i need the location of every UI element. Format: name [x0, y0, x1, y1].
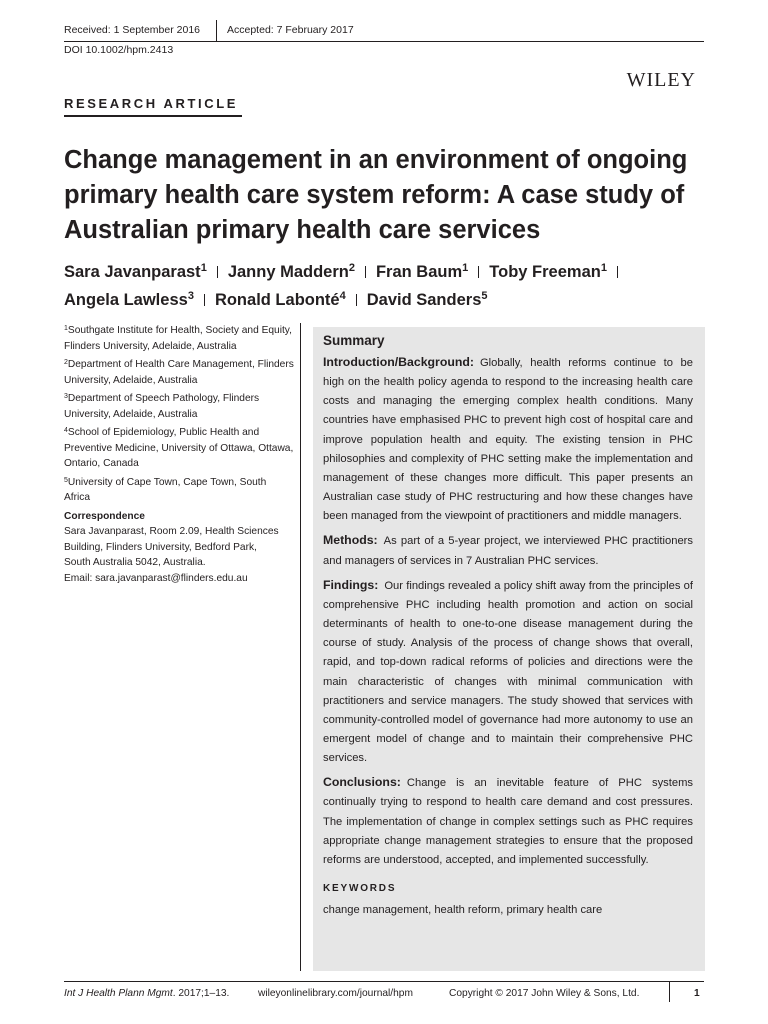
article-type: RESEARCH ARTICLE: [64, 96, 239, 111]
affiliation-text: School of Epidemiology, Public Health and Preventive Medicine, University of Ottawa, Ottawa, Ontario, Canada: [64, 427, 294, 469]
author-separator: [365, 266, 366, 278]
author-separator: [478, 266, 479, 278]
footer-divider: [669, 982, 670, 1002]
author-affiliation-mark: 1: [200, 262, 207, 274]
correspondence-email[interactable]: Email: sara.javanparast@flinders.edu.au: [64, 572, 248, 584]
affiliation: [64, 323, 294, 354]
affiliations-column: [64, 323, 294, 586]
footer-citation: [64, 988, 229, 999]
affiliation: [64, 357, 294, 388]
summary-conclusions: [323, 773, 693, 870]
correspondence-line: South Australia 5042, Australia.: [64, 557, 206, 568]
author[interactable]: [367, 291, 488, 309]
affiliation: [64, 391, 294, 422]
affiliation-text: Southgate Institute for Health, Society and Equity, Flinders University, Adelaide, Australia: [64, 325, 292, 352]
author-name: Angela Lawless: [64, 291, 188, 309]
title-line: primary health care system reform: A case study of: [64, 181, 685, 209]
summary-box: [313, 327, 705, 971]
author-affiliation-mark: 1: [600, 262, 607, 274]
author-name: Janny Maddern: [227, 263, 349, 281]
doi[interactable]: DOI 10.1002/hpm.2413: [64, 44, 174, 56]
affiliation-number: 4: [64, 427, 68, 434]
received-date: Received: 1 September 2016: [64, 24, 201, 36]
author[interactable]: [376, 263, 468, 281]
title-line: Change management in an environment of ongoing: [64, 146, 688, 174]
affiliation: [64, 475, 294, 506]
header-divider: [216, 20, 217, 42]
journal-name: Int J Health Plann Mgmt: [64, 988, 173, 999]
article-title: [64, 143, 714, 248]
header-rule: [64, 41, 704, 42]
author-list: [64, 258, 714, 314]
summary-introduction: [323, 353, 693, 526]
author-name: David Sanders: [366, 291, 482, 309]
summary-methods: [323, 531, 693, 570]
article-type-underline: [64, 115, 242, 117]
introduction-text: Globally, health reforms continue to be high on the health policy agenda to respond to the increasing health care costs and managing the emerging complex health conditions. Many countries have emphasised PHC to prevent high cost of hospital care and improve population health and equity. The existing tension in PHC philosophies and complexity of PHC setting make the implementation and management of these changes more difficult. This paper presents an Australian case study of PHC restructuring and how these changes have been managed from the viewpoint of practitioners and middle managers.: [323, 357, 693, 523]
author[interactable]: [228, 263, 355, 281]
conclusions-text: Change is an inevitable feature of PHC systems continually trying to respond to health care demand and cost pressures. The implementation of change in complex settings such as PHC requires appropriate change management strategies to ensure that the proposed reforms are understood, accepted, and implemented successfully.: [323, 777, 693, 866]
author[interactable]: [215, 291, 346, 309]
footer-rule: [64, 981, 704, 982]
conclusions-heading: Conclusions:: [323, 775, 401, 790]
author[interactable]: [64, 263, 207, 281]
author-affiliation-mark: 1: [462, 262, 469, 274]
author-line: [64, 258, 714, 286]
introduction-heading: Introduction/Background:: [323, 355, 474, 369]
author-affiliation-mark: 3: [187, 290, 194, 302]
author[interactable]: [489, 263, 607, 281]
author-separator: [204, 294, 205, 306]
correspondence-heading: Correspondence: [64, 510, 145, 522]
author-affiliation-mark: 5: [481, 290, 488, 302]
column-divider: [300, 323, 301, 971]
affiliation-number: 5: [64, 476, 68, 484]
summary-findings: [323, 576, 693, 769]
accepted-date: Accepted: 7 February 2017: [227, 24, 354, 36]
author-separator: [617, 266, 618, 278]
summary-heading: Summary: [323, 333, 385, 348]
affiliation-text: Department of Health Care Management, Flinders University, Adelaide, Australia: [64, 359, 294, 386]
author-name: Fran Baum: [375, 263, 463, 281]
author[interactable]: [64, 291, 194, 309]
author-line: [64, 286, 714, 314]
summary-content: [323, 331, 693, 918]
affiliation-number: 2: [64, 359, 68, 366]
correspondence-line: Sara Javanparast, Room 2.09, Health Sciences: [64, 526, 279, 537]
author-name: Ronald Labonté: [214, 291, 340, 309]
page-number: 1: [694, 988, 700, 999]
author-name: Toby Freeman: [489, 263, 601, 281]
keywords-heading: KEYWORDS: [323, 883, 397, 895]
methods-heading: Methods:: [323, 533, 378, 548]
affiliation-text: Department of Speech Pathology, Flinders University, Adelaide, Australia: [64, 393, 260, 420]
publisher-logo: WILEY: [626, 69, 696, 91]
author-separator: [217, 266, 218, 278]
copyright: Copyright © 2017 John Wiley & Sons, Ltd.: [449, 988, 640, 999]
affiliation: [64, 425, 294, 472]
author-affiliation-mark: 4: [339, 290, 346, 302]
affiliation-text: University of Cape Town, Cape Town, South Africa: [64, 476, 267, 503]
keywords-list: change management, health reform, primary health care: [323, 904, 603, 917]
correspondence-line: Building, Flinders University, Bedford Park,: [64, 541, 257, 553]
findings-heading: Findings:: [323, 577, 379, 592]
journal-url[interactable]: wileyonlinelibrary.com/journal/hpm: [258, 988, 413, 999]
citation-details: . 2017;1–13.: [172, 988, 230, 999]
author-affiliation-mark: 2: [348, 262, 355, 274]
findings-text: Our findings revealed a policy shift away from the principles of comprehensive PHC including health promotion and action on social determinants of health to one-to-one disease management during the course of study. Analysis of the process of change shows that overall, rapid, and top-down radical reforms of policies and directions were the main characteristic of changes with minimal communication with practitioners and service managers. The study showed that services with community-controlled model of governance had more autonomy to use an emergent model of change and to maintain their comprehensive PHC services.: [323, 579, 693, 765]
author-separator: [356, 294, 357, 306]
title-line: Australian primary health care services: [64, 216, 541, 244]
methods-text: As part of a 5-year project, we interviewed PHC practitioners and managers of services in 7 Australian PHC services.: [323, 535, 693, 567]
affiliation-number: 3: [64, 393, 68, 400]
author-name: Sara Javanparast: [64, 263, 201, 281]
affiliation-number: 1: [64, 325, 68, 332]
